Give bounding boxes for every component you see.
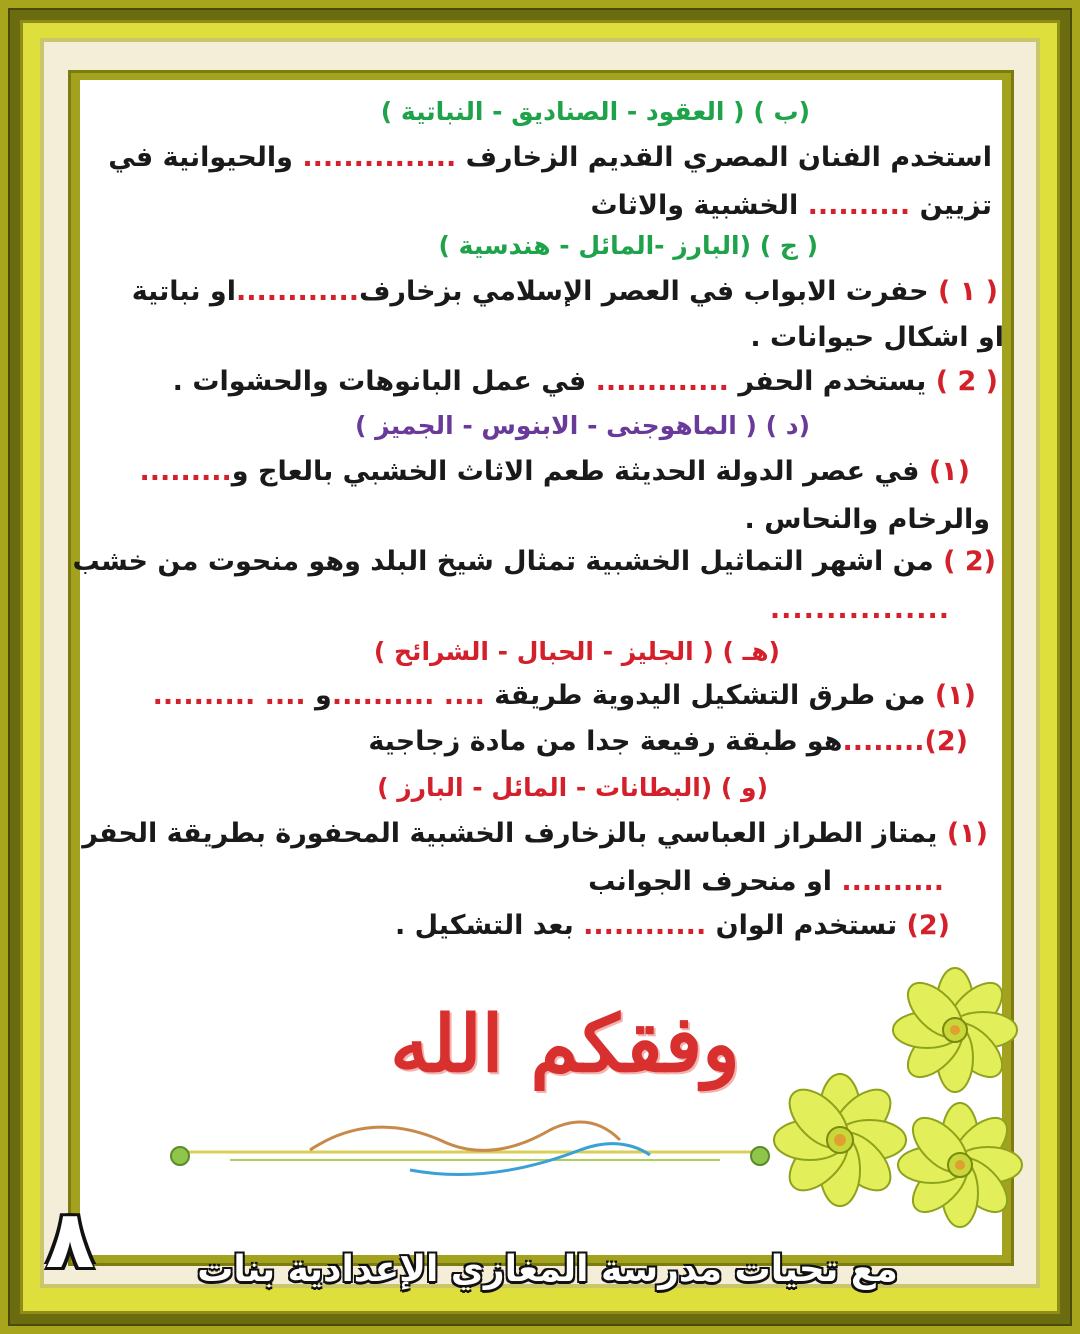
question-line: .......... او منحرف الجوانب	[588, 866, 944, 897]
answer-blank: ................	[769, 594, 950, 625]
question-line: (١) في عصر الدولة الحديثة طعم الاثاث الخشبي بالعاج و.........	[139, 456, 970, 487]
flower-icon	[770, 1070, 910, 1210]
section-heading-w: (و ) (البطانات - المائل - البارز )	[377, 773, 768, 802]
question-line: (2) تستخدم الوان ............ بعد التشكيل .	[394, 910, 950, 941]
question-line: استخدم الفنان المصري القديم الزخارف ............... والحيوانية في	[108, 142, 992, 173]
question-line: تزيين .......... الخشبية والاثاث	[590, 190, 992, 221]
section-heading-b: (ب ) ( العقود - الصناديق - النباتية )	[380, 97, 810, 126]
question-line: (١) يمتاز الطراز العباسي بالزخارف الخشبية المحفورة بطريقة الحفر	[82, 818, 988, 849]
question-line: او اشكال حيوانات .	[750, 322, 1004, 353]
question-line: والرخام والنحاس .	[744, 504, 990, 535]
calligraphy-wafaqakum-allah: وفقكم الله	[390, 999, 740, 1090]
question-line: ( 2 ) يستخدم الحفر ............. في عمل البانوهات والحشوات .	[172, 366, 998, 397]
section-heading-h: (هـ ) ( الجليز - الحبال - الشرائح )	[373, 637, 780, 666]
decorative-flourish	[160, 1110, 780, 1190]
page-number: ٨	[45, 1193, 95, 1286]
question-line: (١) من طرق التشكيل اليدوية طريقة .... ..........و .... ..........	[152, 680, 976, 711]
section-heading-d: (د ) ( الماهوجنى - الابنوس - الجميز )	[355, 411, 810, 440]
section-heading-c: ( ج ) (البارز -المائل - هندسية )	[438, 231, 818, 260]
question-line: (2 ) من اشهر التماثيل الخشبية تمثال شيخ البلد وهو منحوت من خشب	[72, 546, 996, 577]
flower-icon	[895, 1100, 1025, 1230]
school-footer: مع تحيات مدرسة المغازي الإعدادية بنات	[197, 1249, 898, 1290]
question-line: (2)........هو طبقة رفيعة جدا من مادة زجاجية	[368, 726, 968, 757]
question-line: ( ١ ) حفرت الابواب في العصر الإسلامي بزخارف............او نباتية	[131, 276, 998, 307]
